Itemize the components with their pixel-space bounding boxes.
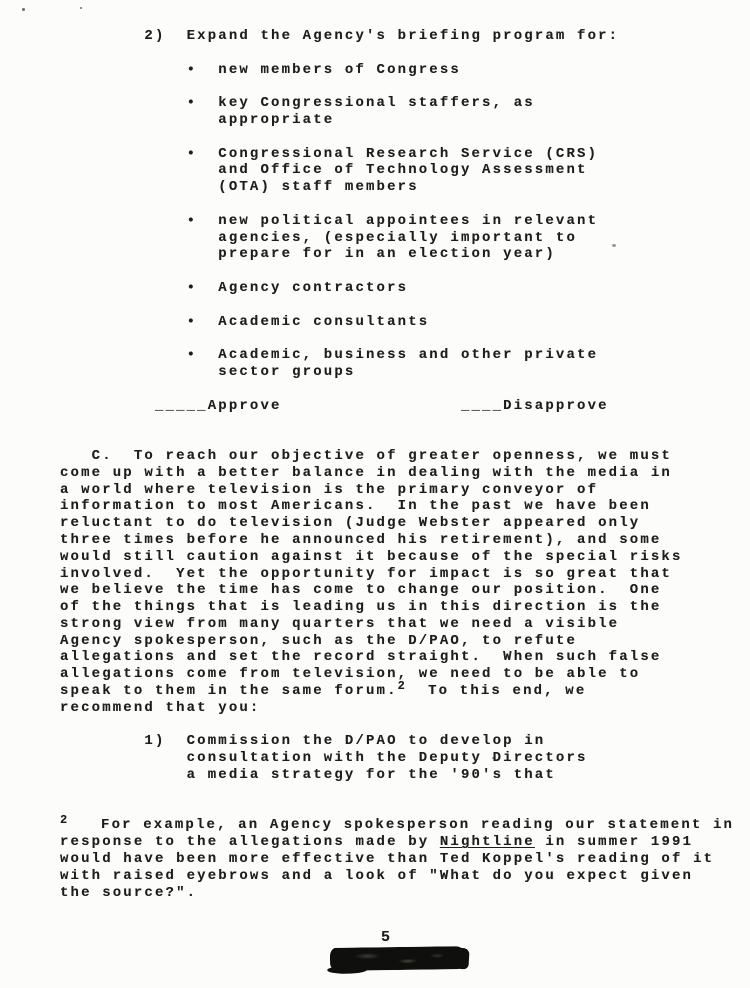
text-segment: and Office of Technology Assessment [60, 162, 588, 179]
text-segment: the source?". [60, 884, 198, 901]
text-line [60, 851, 750, 868]
text-line [60, 549, 750, 566]
scan-speck [22, 8, 25, 11]
text-segment: recommend that you: [60, 699, 261, 716]
text-line [60, 246, 750, 263]
text-segment: allegations and set the record straight. When such false [60, 649, 662, 666]
text-line [60, 414, 750, 431]
text-segment: consultation with the Deputy Directors [60, 750, 588, 767]
text-segment: with raised eyebrows and a look of "What do you expect given [60, 867, 694, 884]
text-line [60, 196, 750, 213]
text-line [60, 146, 750, 163]
text-segment: sector groups [60, 363, 356, 380]
text-line [60, 868, 750, 885]
text-line [60, 45, 750, 62]
text-segment: a media strategy for the '90's that [60, 767, 556, 784]
text-line [60, 297, 750, 314]
text-segment: • new political appointees in relevant [60, 212, 599, 229]
text-line [60, 129, 750, 146]
text-segment: • Agency contractors [60, 279, 409, 296]
text-segment: • key Congressional staffers, as [60, 95, 535, 112]
text-segment: 2) Expand the Agency's briefing program for: [60, 28, 620, 44]
text-segment: reluctant to do television (Judge Webster appeared only [60, 515, 641, 532]
text-segment: involved. Yet the opportunity for impact is so great that [60, 565, 672, 582]
text-segment: • new members of Congress [60, 61, 461, 78]
text-line [60, 679, 750, 700]
text-line [60, 566, 750, 583]
text-line [60, 162, 750, 179]
text-segment: • Academic, business and other private [60, 347, 599, 364]
text-line [60, 448, 750, 465]
text-segment: • Academic consultants [60, 313, 430, 330]
text-segment: would have been more effective than Ted Koppel's reading of it [60, 851, 715, 868]
text-line [60, 28, 750, 45]
text-line [60, 599, 750, 616]
text-segment: response to the allegations made by [60, 834, 440, 851]
text-line [60, 230, 750, 247]
text-line [60, 515, 750, 532]
text-line [60, 62, 750, 79]
text-line [60, 616, 750, 633]
text-line [60, 700, 750, 717]
text-segment: Agency spokesperson, such as the D/PAO, to refute [60, 632, 578, 649]
text-line [60, 717, 750, 734]
text-line [60, 482, 750, 499]
text-line [60, 649, 750, 666]
text-segment: appropriate [60, 111, 335, 128]
text-line [60, 179, 750, 196]
text-segment: agencies, (especially important to [60, 229, 578, 246]
text-segment: in summer 1991 [534, 834, 694, 851]
text-line [60, 733, 750, 750]
text-line [60, 263, 750, 280]
page-number: 5 [381, 929, 393, 946]
document-text [60, 28, 750, 901]
text-line [60, 112, 750, 129]
text-segment: strong view from many quarters that we need a visible [60, 615, 620, 632]
text-segment: would still caution against it because of the special risks [60, 548, 683, 565]
scan-speck [80, 7, 82, 9]
text-segment: prepare for in an election year) [60, 246, 556, 263]
redaction-mark [330, 946, 464, 971]
text-line [60, 95, 750, 112]
text-segment: information to most Americans. In the past we have been [60, 498, 651, 515]
text-segment: C. To reach our objective of greater openness, we must [60, 447, 672, 464]
text-line [60, 834, 750, 851]
text-segment: • Congressional Research Service (CRS) [60, 145, 599, 162]
text-line [60, 398, 750, 415]
text-line [60, 633, 750, 650]
text-segment: we believe the time has come to change our position. One [60, 582, 662, 599]
text-line [60, 582, 750, 599]
text-segment: a world where television is the primary conveyor of [60, 481, 599, 498]
text-segment: 1) Commission the D/PAO to develop in [60, 733, 546, 750]
text-line [60, 431, 750, 448]
text-line [60, 784, 750, 801]
text-line [60, 213, 750, 230]
nightline-title: Nightline [439, 834, 535, 851]
text-segment: (OTA) staff members [60, 179, 419, 196]
text-line [60, 330, 750, 347]
text-segment: To this end, we [407, 683, 587, 700]
text-line [60, 767, 750, 784]
text-line [60, 314, 750, 331]
text-line [60, 885, 750, 902]
text-line [60, 498, 750, 515]
text-line [60, 280, 750, 297]
text-segment: _____Approve ____Disapprove [60, 397, 609, 414]
text-segment: three times before he announced his retirement), and some [60, 531, 662, 548]
text-segment: For example, an Agency spokesperson reading our statement in [69, 817, 735, 834]
text-line [60, 750, 750, 767]
text-line [60, 364, 750, 381]
text-segment: of the things that is leading us in this direction is the [60, 599, 662, 616]
text-line [60, 381, 750, 398]
text-line [60, 465, 750, 482]
text-segment: speak to them in the same forum. [60, 683, 398, 700]
text-line [60, 801, 750, 818]
text-line [60, 347, 750, 364]
footnote-ref: 2 [397, 679, 408, 694]
text-line [60, 532, 750, 549]
text-segment: allegations come from television, we need to be able to [60, 666, 641, 683]
text-line [60, 813, 750, 834]
text-segment: come up with a better balance in dealing with the media in [60, 464, 672, 481]
text-line [60, 78, 750, 95]
footnote-marker: 2 [60, 813, 70, 828]
